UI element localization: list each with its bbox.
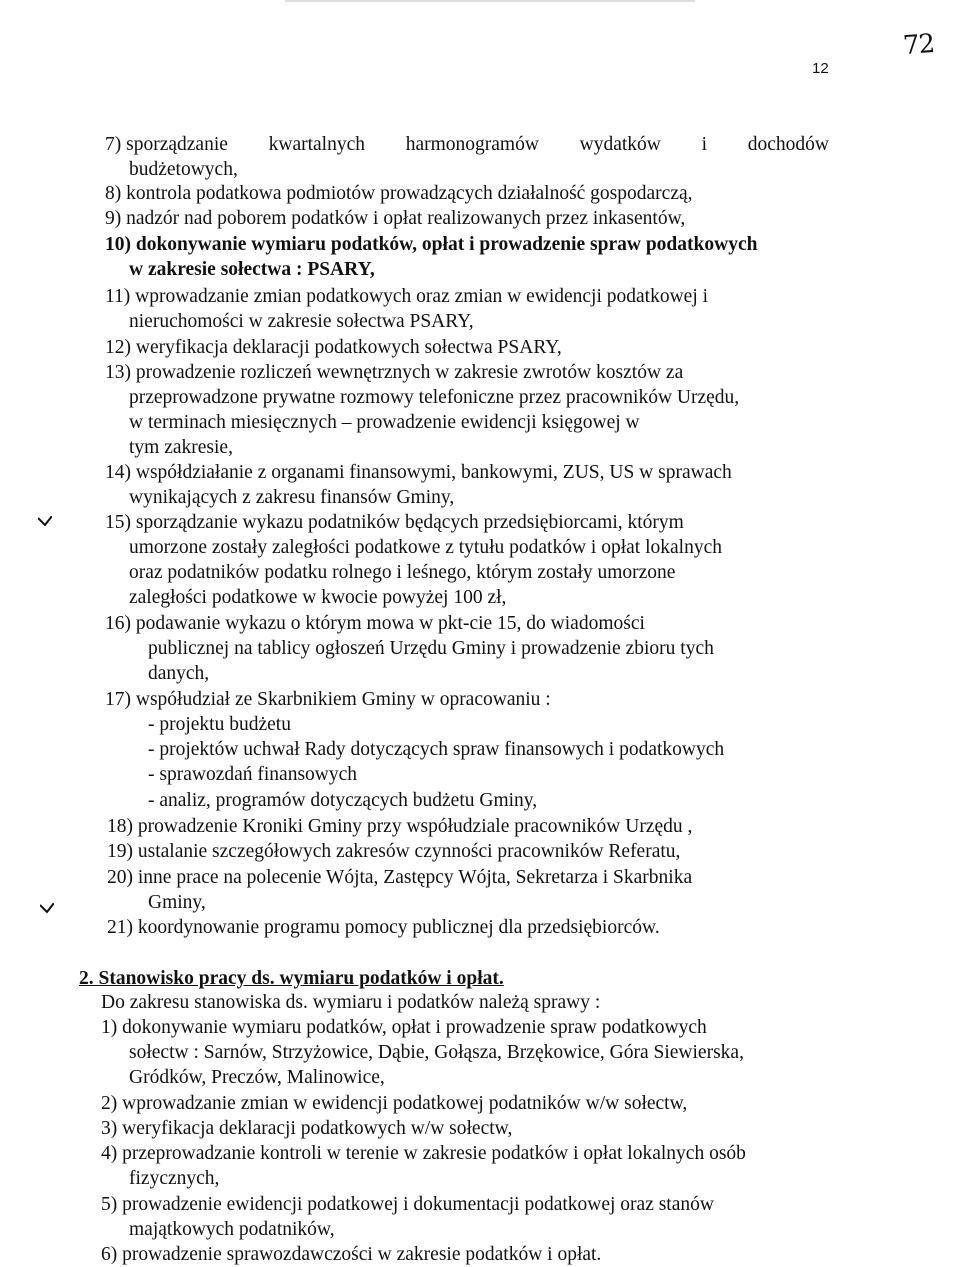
section-item-6: 6) prowadzenie sprawozdawczości w zakresie podatków i opłat. bbox=[101, 1244, 602, 1265]
list-item-continuation: danych, bbox=[148, 663, 210, 684]
list-item-14: 14) współdziałanie z organami finansowymi, bankowymi, ZUS, US w sprawach bbox=[105, 462, 732, 483]
section-item-2: 2) wprowadzanie zmian w ewidencji podatkowej podatników w/w sołectw, bbox=[101, 1093, 688, 1114]
sub-item: - analiz, programów dotyczących budżetu Gminy, bbox=[148, 790, 538, 811]
sub-item: - projektów uchwał Rady dotyczących spraw finansowych i podatkowych bbox=[148, 739, 725, 760]
list-item-17: 17) współudział ze Skarbnikiem Gminy w opracowaniu : bbox=[105, 689, 551, 710]
word: harmonogramów bbox=[405, 134, 539, 155]
list-item-12: 12) weryfikacja deklaracji podatkowych sołectwa PSARY, bbox=[105, 337, 562, 358]
list-item-20: 20) inne prace na polecenie Wójta, Zastępcy Wójta, Sekretarza i Skarbnika bbox=[107, 867, 693, 888]
section-item-3: 3) weryfikacja deklaracji podatkowych w/w sołectw, bbox=[101, 1118, 513, 1139]
list-item-11: 11) wprowadzanie zmian podatkowych oraz zmian w ewidencji podatkowej i bbox=[105, 286, 709, 307]
list-item-15: 15) sporządzanie wykazu podatników będących przedsiębiorcami, którym bbox=[105, 512, 684, 533]
list-item-21: 21) koordynowanie programu pomocy publicznej dla przedsiębiorców. bbox=[107, 917, 660, 938]
list-item-continuation: tym zakresie, bbox=[129, 437, 233, 458]
sub-item: - sprawozdań finansowych bbox=[148, 764, 358, 785]
list-item-18: 18) prowadzenie Kroniki Gminy przy współudziale pracowników Urzędu , bbox=[107, 816, 693, 837]
list-item-16: 16) podawanie wykazu o którym mowa w pkt-cie 15, do wiadomości bbox=[105, 613, 645, 634]
list-item-continuation: publicznej na tablicy ogłoszeń Urzędu Gminy i prowadzenie zbioru tych bbox=[148, 638, 714, 659]
list-item-continuation: Gródków, Preczów, Malinowice, bbox=[129, 1067, 385, 1088]
list-item-continuation: budżetowych, bbox=[129, 159, 238, 180]
list-item-continuation: umorzone zostały zaległości podatkowe z tytułu podatków i opłat lokalnych bbox=[129, 537, 722, 558]
list-item-continuation: w zakresie sołectwa : PSARY, bbox=[129, 259, 375, 280]
margin-tick-mark bbox=[40, 903, 54, 913]
list-item-continuation: w terminach miesięcznych – prowadzenie ewidencji księgowej w bbox=[129, 412, 640, 433]
list-item-continuation: przeprowadzone prywatne rozmowy telefoniczne przez pracowników Urzędu, bbox=[129, 387, 740, 408]
word: kwartalnych bbox=[268, 134, 365, 155]
scan-edge-line bbox=[285, 0, 695, 2]
list-item-7 bbox=[105, 133, 829, 157]
list-item-continuation: nieruchomości w zakresie sołectwa PSARY, bbox=[129, 311, 474, 332]
margin-tick-mark bbox=[38, 516, 52, 526]
list-item-19: 19) ustalanie szczegółowych zakresów czynności pracowników Referatu, bbox=[107, 841, 681, 862]
handwritten-page-number: 72 bbox=[901, 28, 936, 62]
word: wydatków bbox=[579, 134, 661, 155]
list-item-continuation: wynikających z zakresu finansów Gminy, bbox=[129, 487, 455, 508]
page-number: 12 bbox=[812, 60, 829, 77]
sub-item: - projektu budżetu bbox=[148, 714, 291, 735]
word: 7) sporządzanie bbox=[105, 134, 228, 155]
list-item-10: 10) dokonywanie wymiaru podatków, opłat i prowadzenie spraw podatkowych bbox=[105, 234, 758, 255]
section-intro: Do zakresu stanowiska ds. wymiaru i podatków należą sprawy : bbox=[101, 992, 601, 1013]
list-item-continuation: oraz podatników podatku rolnego i leśnego, którym zostały umorzone bbox=[129, 562, 676, 583]
section-heading: 2. Stanowisko pracy ds. wymiaru podatków i opłat. bbox=[79, 968, 504, 989]
section-item-1: 1) dokonywanie wymiaru podatków, opłat i prowadzenie spraw podatkowych bbox=[101, 1017, 707, 1038]
list-item-8: 8) kontrola podatkowa podmiotów prowadzących działalność gospodarczą, bbox=[105, 183, 693, 204]
list-item-continuation: majątkowych podatników, bbox=[129, 1219, 335, 1240]
list-item-continuation: Gminy, bbox=[148, 892, 206, 913]
word: dochodów bbox=[747, 134, 829, 155]
list-item-continuation: sołectw : Sarnów, Strzyżowice, Dąbie, Gołąsza, Brzękowice, Góra Siewierska, bbox=[129, 1042, 744, 1063]
section-item-5: 5) prowadzenie ewidencji podatkowej i dokumentacji podatkowej oraz stanów bbox=[101, 1194, 714, 1215]
word: i bbox=[701, 134, 707, 155]
list-item-continuation: fizycznych, bbox=[129, 1168, 220, 1189]
section-item-4: 4) przeprowadzanie kontroli w terenie w zakresie podatków i opłat lokalnych osób bbox=[101, 1143, 746, 1164]
list-item-continuation: zaległości podatkowe w kwocie powyżej 100 zł, bbox=[129, 587, 507, 608]
list-item-13: 13) prowadzenie rozliczeń wewnętrznych w zakresie zwrotów kosztów za bbox=[105, 362, 684, 383]
list-item-9: 9) nadzór nad poborem podatków i opłat realizowanych przez inkasentów, bbox=[105, 208, 686, 229]
